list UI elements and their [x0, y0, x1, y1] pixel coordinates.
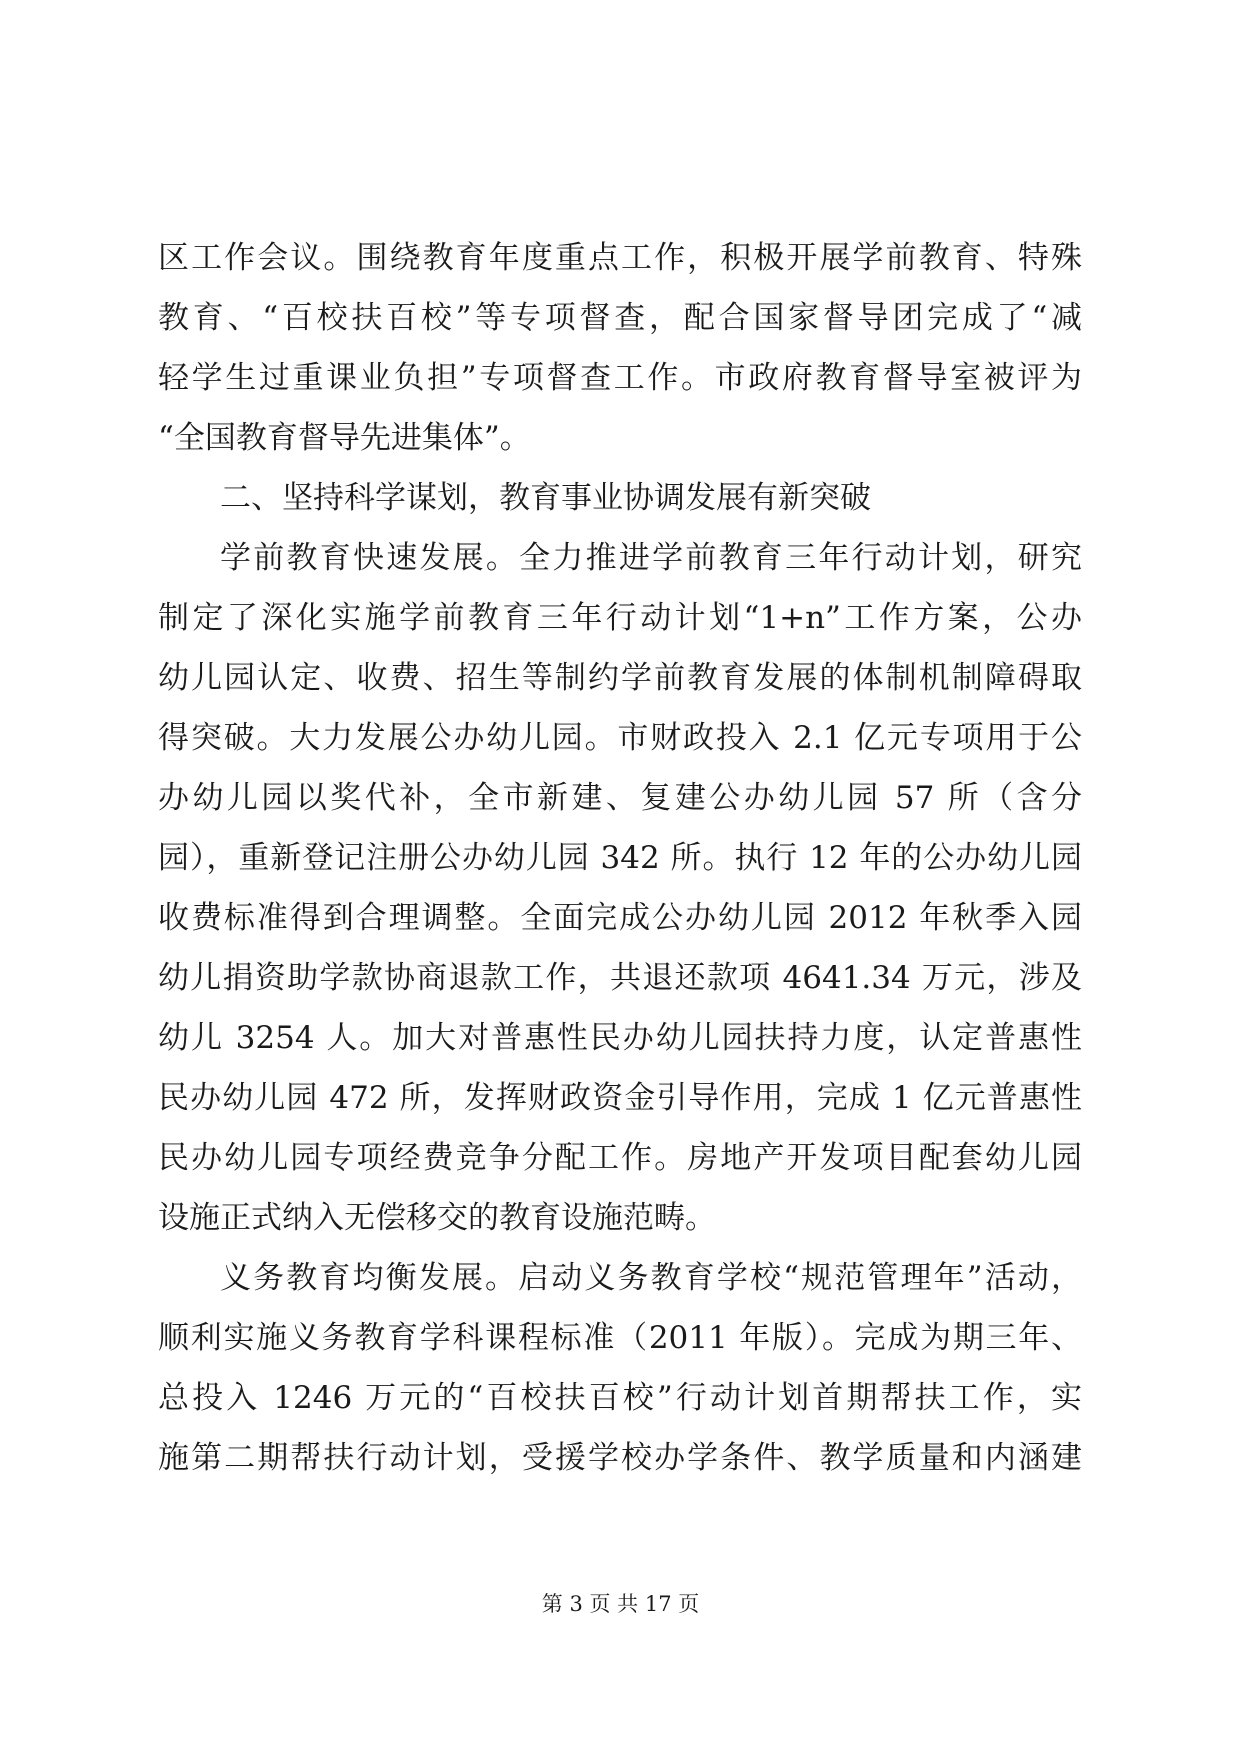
paragraph-line: 轻学生过重课业负担”专项督查工作。市政府教育督导室被评为: [158, 360, 1082, 396]
paragraph-line: 民办幼儿园专项经费竞争分配工作。房地产开发项目配套幼儿园: [158, 1140, 1082, 1176]
paragraph-line: 教育、“百校扶百校”等专项督查，配合国家督导团完成了“减: [158, 300, 1082, 336]
document-body: [158, 228, 1082, 1488]
paragraph-line: 民办幼儿园 472 所，发挥财政资金引导作用，完成 1 亿元普惠性: [158, 1080, 1082, 1116]
paragraph-line: “全国教育督导先进集体”。: [158, 420, 531, 456]
page-number-footer: 第 3 页 共 17 页: [541, 1592, 700, 1616]
paragraph-line: 设施正式纳入无偿移交的教育设施范畴。: [158, 1200, 716, 1236]
section-heading: 二、坚持科学谋划，教育事业协调发展有新突破: [220, 480, 871, 516]
paragraph-line: 义务教育均衡发展。启动义务教育学校“规范管理年”活动，: [220, 1260, 1082, 1296]
paragraph-line: 制定了深化实施学前教育三年行动计划“1+n”工作方案，公办: [158, 600, 1082, 636]
paragraph-line: 施第二期帮扶行动计划，受援学校办学条件、教学质量和内涵建: [158, 1440, 1082, 1476]
paragraph-line: 幼儿捐资助学款协商退款工作，共退还款项 4641.34 万元，涉及: [158, 960, 1082, 996]
paragraph-line: 学前教育快速发展。全力推进学前教育三年行动计划，研究: [220, 540, 1082, 576]
paragraph-line: 总投入 1246 万元的“百校扶百校”行动计划首期帮扶工作，实: [158, 1380, 1082, 1416]
paragraph-line: 收费标准得到合理调整。全面完成公办幼儿园 2012 年秋季入园: [158, 900, 1082, 936]
paragraph-line: 幼儿园认定、收费、招生等制约学前教育发展的体制机制障碍取: [158, 660, 1082, 696]
paragraph-line: 得突破。大力发展公办幼儿园。市财政投入 2.1 亿元专项用于公: [158, 720, 1082, 756]
paragraph-line: 区工作会议。围绕教育年度重点工作，积极开展学前教育、特殊: [158, 240, 1082, 276]
paragraph-line: 办幼儿园以奖代补，全市新建、复建公办幼儿园 57 所（含分: [158, 780, 1082, 816]
paragraph-line: 顺利实施义务教育学科课程标准（2011 年版）。完成为期三年、: [158, 1320, 1082, 1356]
paragraph-line: 幼儿 3254 人。加大对普惠性民办幼儿园扶持力度，认定普惠性: [158, 1020, 1082, 1056]
paragraph-line: 园），重新登记注册公办幼儿园 342 所。执行 12 年的公办幼儿园: [158, 840, 1082, 876]
